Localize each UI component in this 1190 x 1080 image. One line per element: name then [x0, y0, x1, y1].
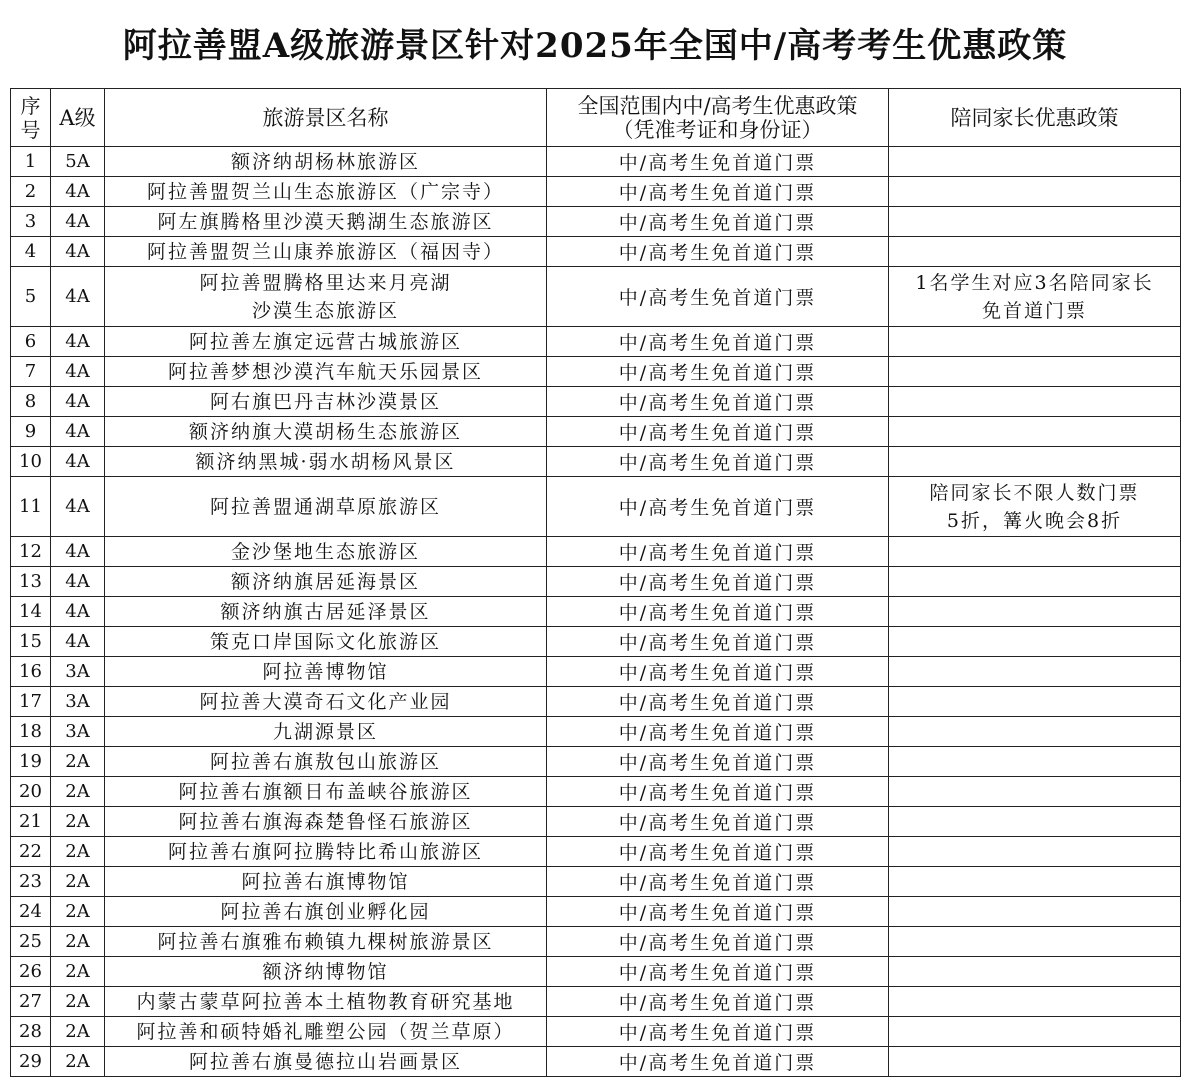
- header-seq-line1: 序: [20, 93, 41, 118]
- row-parent-policy: [889, 717, 1181, 747]
- row-scenic-name: 阿拉善右旗雅布赖镇九棵树旅游景区: [105, 927, 547, 957]
- row-scenic-name: 阿右旗巴丹吉林沙漠景区: [105, 387, 547, 417]
- row-scenic-name: 额济纳博物馆: [105, 957, 547, 987]
- row-scenic-name: 阿拉善盟贺兰山康养旅游区（福因寺）: [105, 237, 547, 267]
- table-row: [11, 387, 1181, 417]
- row-scenic-name: 阿拉善右旗曼德拉山岩画景区: [105, 1047, 547, 1077]
- row-scenic-name: 阿拉善盟贺兰山生态旅游区（广宗寺）: [105, 177, 547, 207]
- row-student-policy: 中/高考生免首道门票: [547, 747, 889, 777]
- table-row: [11, 837, 1181, 867]
- row-parent-policy-line2: 免首道门票: [981, 299, 1087, 322]
- row-parent-policy: [889, 807, 1181, 837]
- header-student-policy: [547, 89, 889, 147]
- row-parent-policy: [889, 597, 1181, 627]
- row-seq: 20: [11, 777, 51, 807]
- row-student-policy: 中/高考生免首道门票: [547, 147, 889, 177]
- row-scenic-name: 阿拉善博物馆: [105, 657, 547, 687]
- row-seq: 11: [11, 477, 51, 537]
- row-seq: 16: [11, 657, 51, 687]
- row-scenic-name: 阿拉善盟通湖草原旅游区: [105, 477, 547, 537]
- row-student-policy: 中/高考生免首道门票: [547, 387, 889, 417]
- row-parent-policy: [889, 1017, 1181, 1047]
- table-row: [11, 687, 1181, 717]
- table-row: [11, 627, 1181, 657]
- row-parent-policy: [889, 387, 1181, 417]
- row-level: 4A: [51, 417, 105, 447]
- row-student-policy: 中/高考生免首道门票: [547, 357, 889, 387]
- row-student-policy: 中/高考生免首道门票: [547, 267, 889, 327]
- row-level: 2A: [51, 927, 105, 957]
- row-student-policy: 中/高考生免首道门票: [547, 207, 889, 237]
- row-seq: 27: [11, 987, 51, 1017]
- table-row: [11, 237, 1181, 267]
- row-level: 2A: [51, 807, 105, 837]
- row-student-policy: 中/高考生免首道门票: [547, 327, 889, 357]
- row-level: 2A: [51, 747, 105, 777]
- table-row: [11, 897, 1181, 927]
- row-level: 4A: [51, 267, 105, 327]
- row-parent-policy: [889, 447, 1181, 477]
- table-row: [11, 807, 1181, 837]
- row-student-policy: 中/高考生免首道门票: [547, 237, 889, 267]
- table-row: [11, 207, 1181, 237]
- table-row: [11, 927, 1181, 957]
- row-parent-policy: [889, 177, 1181, 207]
- row-level: 4A: [51, 537, 105, 567]
- row-level: 4A: [51, 177, 105, 207]
- row-parent-policy: [889, 477, 1181, 537]
- row-parent-policy: [889, 567, 1181, 597]
- row-student-policy: 中/高考生免首道门票: [547, 867, 889, 897]
- row-level: 4A: [51, 477, 105, 537]
- row-parent-policy-line1: 陪同家长不限人数门票: [929, 481, 1140, 504]
- row-level: 4A: [51, 597, 105, 627]
- row-parent-policy: [889, 147, 1181, 177]
- row-seq: 17: [11, 687, 51, 717]
- row-seq: 12: [11, 537, 51, 567]
- header-student-policy-line1: 全国范围内中/高考生优惠政策: [577, 93, 858, 118]
- page-title: 阿拉善盟A级旅游景区针对2025年全国中/高考考生优惠政策: [122, 26, 1068, 66]
- row-student-policy: 中/高考生免首道门票: [547, 957, 889, 987]
- row-seq: 1: [11, 147, 51, 177]
- row-scenic-name: 额济纳旗居延海景区: [105, 567, 547, 597]
- row-level: 4A: [51, 447, 105, 477]
- table-row: [11, 597, 1181, 627]
- row-parent-policy: [889, 987, 1181, 1017]
- row-seq: 6: [11, 327, 51, 357]
- table-row: [11, 267, 1181, 327]
- header-seq: [11, 89, 51, 147]
- row-student-policy: 中/高考生免首道门票: [547, 777, 889, 807]
- row-scenic-name: 额济纳旗古居延泽景区: [105, 597, 547, 627]
- row-student-policy: 中/高考生免首道门票: [547, 927, 889, 957]
- row-seq: 4: [11, 237, 51, 267]
- row-seq: 2: [11, 177, 51, 207]
- row-level: 3A: [51, 717, 105, 747]
- row-student-policy: 中/高考生免首道门票: [547, 567, 889, 597]
- row-level: 3A: [51, 687, 105, 717]
- row-parent-policy: [889, 927, 1181, 957]
- row-level: 4A: [51, 387, 105, 417]
- table-row: [11, 717, 1181, 747]
- row-seq: 24: [11, 897, 51, 927]
- row-seq: 7: [11, 357, 51, 387]
- table-row: [11, 177, 1181, 207]
- row-seq: 13: [11, 567, 51, 597]
- row-student-policy: 中/高考生免首道门票: [547, 807, 889, 837]
- row-scenic-name: 阿拉善右旗敖包山旅游区: [105, 747, 547, 777]
- row-seq: 14: [11, 597, 51, 627]
- row-student-policy: 中/高考生免首道门票: [547, 717, 889, 747]
- row-student-policy: 中/高考生免首道门票: [547, 837, 889, 867]
- header-name: 旅游景区名称: [105, 89, 547, 147]
- header-level: A级: [51, 89, 105, 147]
- table-row: [11, 747, 1181, 777]
- row-student-policy: 中/高考生免首道门票: [547, 627, 889, 657]
- row-seq: 10: [11, 447, 51, 477]
- row-scenic-name: 额济纳胡杨林旅游区: [105, 147, 547, 177]
- row-student-policy: 中/高考生免首道门票: [547, 1017, 889, 1047]
- table-row: [11, 147, 1181, 177]
- header-student-policy-line2: （凭准考证和身份证）: [612, 117, 823, 142]
- row-scenic-name: 金沙堡地生态旅游区: [105, 537, 547, 567]
- row-seq: 28: [11, 1017, 51, 1047]
- row-level: 4A: [51, 357, 105, 387]
- row-scenic-name: 策克口岸国际文化旅游区: [105, 627, 547, 657]
- row-level: 2A: [51, 1017, 105, 1047]
- row-student-policy: 中/高考生免首道门票: [547, 177, 889, 207]
- row-parent-policy: [889, 777, 1181, 807]
- row-level: 2A: [51, 1047, 105, 1077]
- table-row: [11, 867, 1181, 897]
- row-student-policy: 中/高考生免首道门票: [547, 897, 889, 927]
- row-parent-policy: [889, 657, 1181, 687]
- table-row: [11, 567, 1181, 597]
- row-student-policy: 中/高考生免首道门票: [547, 987, 889, 1017]
- row-parent-policy: [889, 747, 1181, 777]
- header-parent-policy: 陪同家长优惠政策: [889, 89, 1181, 147]
- row-seq: 25: [11, 927, 51, 957]
- row-student-policy: 中/高考生免首道门票: [547, 687, 889, 717]
- row-seq: 29: [11, 1047, 51, 1077]
- row-scenic-name: 额济纳旗大漠胡杨生态旅游区: [105, 417, 547, 447]
- table-row: [11, 357, 1181, 387]
- table-row: [11, 477, 1181, 537]
- row-scenic-name: 阿拉善大漠奇石文化产业园: [105, 687, 547, 717]
- row-student-policy: 中/高考生免首道门票: [547, 417, 889, 447]
- row-level: 2A: [51, 837, 105, 867]
- table-row: [11, 1047, 1181, 1077]
- row-parent-policy: [889, 687, 1181, 717]
- row-parent-policy: [889, 627, 1181, 657]
- policy-table: [10, 88, 1181, 1077]
- table-row: [11, 327, 1181, 357]
- row-student-policy: 中/高考生免首道门票: [547, 477, 889, 537]
- row-scenic-name: 阿拉善右旗海森楚鲁怪石旅游区: [105, 807, 547, 837]
- row-parent-policy: [889, 267, 1181, 327]
- row-parent-policy: [889, 327, 1181, 357]
- table-row: [11, 657, 1181, 687]
- table-row: [11, 957, 1181, 987]
- row-student-policy: 中/高考生免首道门票: [547, 537, 889, 567]
- table-row: [11, 447, 1181, 477]
- row-scenic-name: [105, 267, 547, 327]
- row-level: 5A: [51, 147, 105, 177]
- row-scenic-name-line1: 阿拉善盟腾格里达来月亮湖: [199, 271, 452, 294]
- table-row: [11, 987, 1181, 1017]
- row-level: 4A: [51, 207, 105, 237]
- row-parent-policy: [889, 237, 1181, 267]
- row-level: 3A: [51, 657, 105, 687]
- row-student-policy: 中/高考生免首道门票: [547, 1047, 889, 1077]
- row-level: 4A: [51, 567, 105, 597]
- table-row: [11, 1017, 1181, 1047]
- row-scenic-name: 阿拉善和硕特婚礼雕塑公园（贺兰草原）: [105, 1017, 547, 1047]
- row-scenic-name: 阿拉善右旗额日布盖峡谷旅游区: [105, 777, 547, 807]
- row-student-policy: 中/高考生免首道门票: [547, 597, 889, 627]
- row-parent-policy-line1: 1名学生对应3名陪同家长: [915, 271, 1154, 294]
- row-seq: 15: [11, 627, 51, 657]
- row-level: 4A: [51, 627, 105, 657]
- row-parent-policy: [889, 867, 1181, 897]
- row-scenic-name: 阿拉善右旗博物馆: [105, 867, 547, 897]
- header-seq-line2: 号: [20, 117, 41, 142]
- row-parent-policy: [889, 417, 1181, 447]
- row-scenic-name: 九湖源景区: [105, 717, 547, 747]
- table-row: [11, 777, 1181, 807]
- row-student-policy: 中/高考生免首道门票: [547, 657, 889, 687]
- row-scenic-name: 阿拉善右旗阿拉腾特比希山旅游区: [105, 837, 547, 867]
- row-scenic-name: 阿左旗腾格里沙漠天鹅湖生态旅游区: [105, 207, 547, 237]
- table-row: [11, 537, 1181, 567]
- row-seq: 23: [11, 867, 51, 897]
- row-level: 2A: [51, 867, 105, 897]
- row-scenic-name-line2: 沙漠生态旅游区: [251, 299, 399, 322]
- row-scenic-name: 内蒙古蒙草阿拉善本土植物教育研究基地: [105, 987, 547, 1017]
- row-scenic-name: 阿拉善梦想沙漠汽车航天乐园景区: [105, 357, 547, 387]
- row-scenic-name: 阿拉善左旗定远营古城旅游区: [105, 327, 547, 357]
- row-parent-policy: [889, 1047, 1181, 1077]
- row-seq: 5: [11, 267, 51, 327]
- row-seq: 19: [11, 747, 51, 777]
- row-parent-policy: [889, 537, 1181, 567]
- row-parent-policy-line2: 5折，篝火晚会8折: [946, 509, 1123, 532]
- row-seq: 8: [11, 387, 51, 417]
- row-parent-policy: [889, 897, 1181, 927]
- row-seq: 9: [11, 417, 51, 447]
- row-level: 4A: [51, 327, 105, 357]
- row-level: 2A: [51, 777, 105, 807]
- row-parent-policy: [889, 357, 1181, 387]
- row-level: 2A: [51, 897, 105, 927]
- row-student-policy: 中/高考生免首道门票: [547, 447, 889, 477]
- row-level: 2A: [51, 987, 105, 1017]
- row-parent-policy: [889, 957, 1181, 987]
- row-seq: 22: [11, 837, 51, 867]
- row-level: 4A: [51, 237, 105, 267]
- header-row: [11, 89, 1181, 147]
- row-parent-policy: [889, 207, 1181, 237]
- row-seq: 26: [11, 957, 51, 987]
- row-scenic-name: 阿拉善右旗创业孵化园: [105, 897, 547, 927]
- row-scenic-name: 额济纳黑城·弱水胡杨风景区: [105, 447, 547, 477]
- row-level: 2A: [51, 957, 105, 987]
- row-seq: 21: [11, 807, 51, 837]
- row-seq: 18: [11, 717, 51, 747]
- row-seq: 3: [11, 207, 51, 237]
- row-parent-policy: [889, 837, 1181, 867]
- table-row: [11, 417, 1181, 447]
